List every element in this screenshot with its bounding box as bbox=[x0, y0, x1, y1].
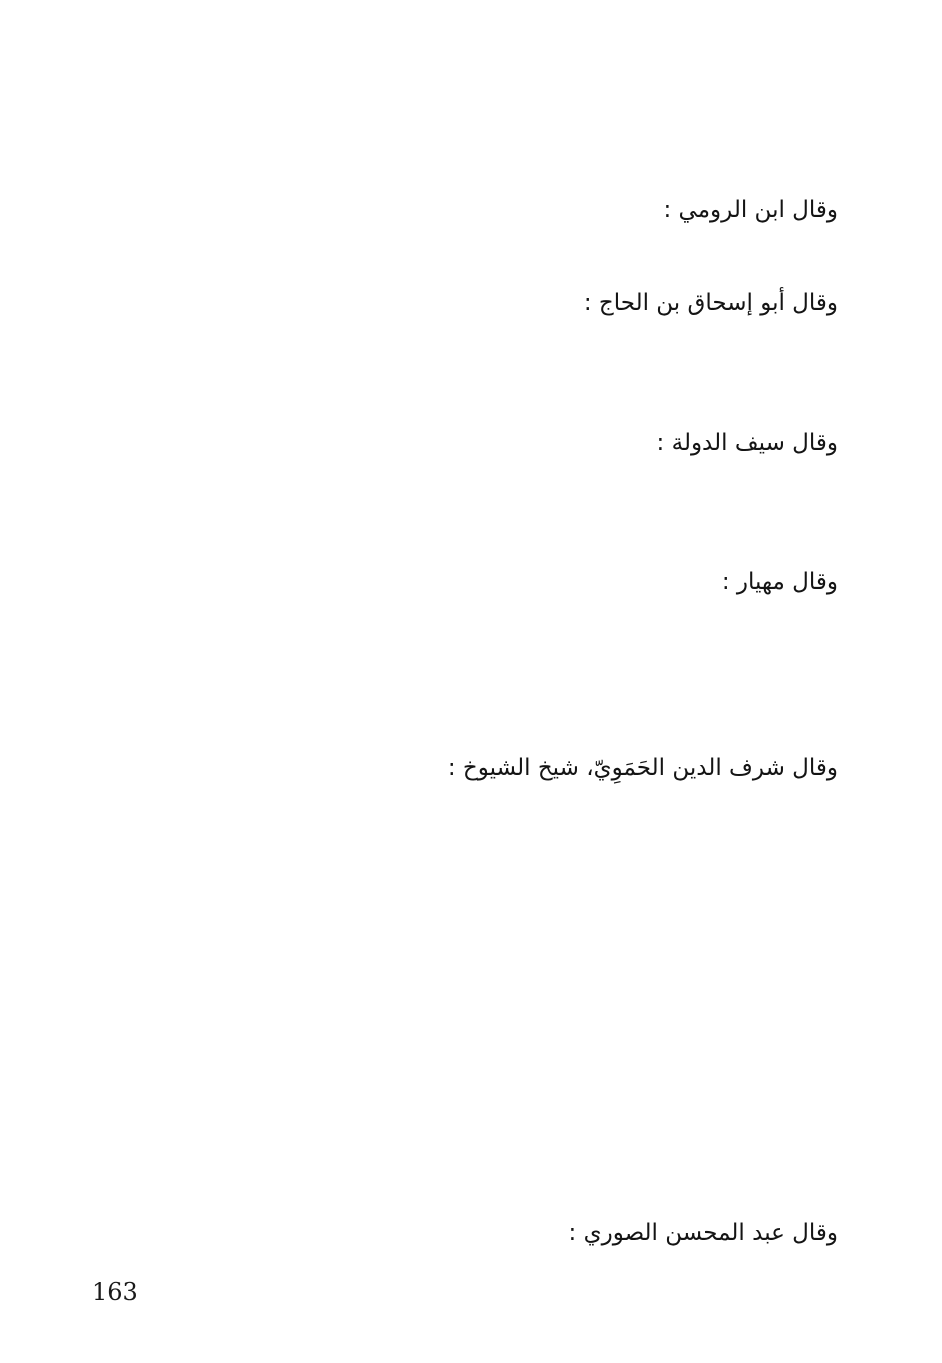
poet-attribution: وقال سيف الدولة : bbox=[656, 429, 838, 456]
poet-attribution: وقال عبد المحسن الصوري : bbox=[568, 1220, 838, 1246]
page-number: 163 bbox=[92, 1278, 138, 1306]
poet-attribution: وقال مهيار : bbox=[721, 569, 838, 595]
poet-attribution: وقال أبو إسحاق بن الحاج : bbox=[583, 290, 838, 316]
poet-attribution: وقال ابن الرومي : bbox=[663, 197, 838, 223]
poet-attribution: وقال شرف الدين الحَمَوِيّ، شيخ الشيوخ : bbox=[447, 755, 838, 781]
